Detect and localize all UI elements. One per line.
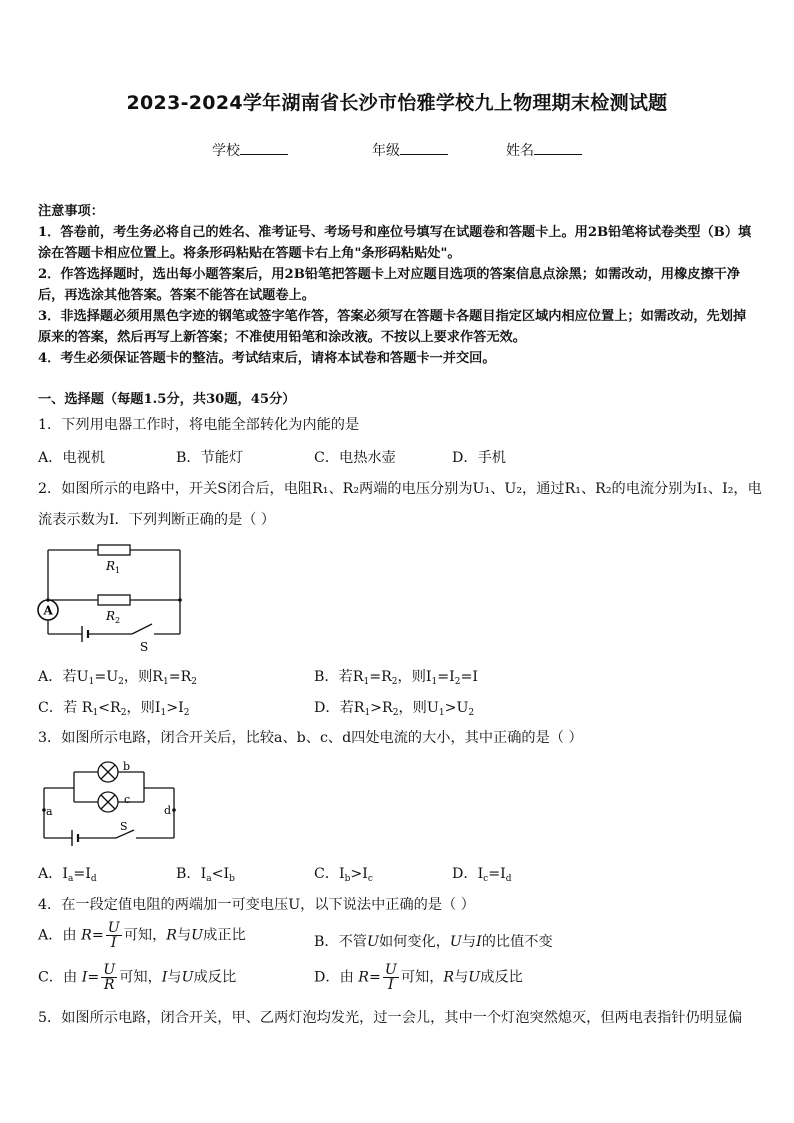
name-field[interactable] (506, 140, 582, 160)
q2-option-a[interactable]: A．若$U_1=U_2$，则$R_1=R_2$ (38, 669, 198, 687)
grade-field[interactable] (372, 140, 448, 160)
q4-option-b[interactable]: B．不管U如何变化，U与I的比值不变 (314, 934, 553, 950)
q2-circuit-diagram (36, 538, 188, 654)
q3-switch-label: S (120, 820, 128, 833)
q2-option-d[interactable]: D．若$R_1>R_2$，则$U_1>U_2$ (314, 700, 475, 718)
notice-item-1: 1．答卷前，考生务必将自己的姓名、准考证号、考场号和座位号填写在试题卷和答题卡上。用2B铅笔将试卷类型（B）填涂在答题卡相应位置上。将条形码粘贴在答题卡右上角"条形码粘贴处"。 (38, 225, 752, 261)
q2-stem-line2: 流表示数为I．下列判断正确的是（ ） (38, 512, 276, 528)
notice-item-4: 4．考生必须保证答题卡的整洁。考试结束后，请将本试卷和答题卡一并交回。 (38, 351, 496, 366)
q3-stem: 3．如图所示电路，闭合开关后，比较a、b、c、d四处电流的大小，其中正确的是（ ） (38, 730, 583, 746)
q3-option-b[interactable]: B．$I_a<I_b$ (176, 866, 235, 884)
q1-option-a[interactable]: A．电视机 (38, 450, 105, 466)
section-heading: 一、选择题（每题1.5分，共30题，45分） (38, 392, 296, 407)
q3-point-b: b (123, 760, 131, 773)
q3-option-a[interactable]: A．$I_a=I_d$ (38, 866, 97, 884)
q4-option-a[interactable]: A．由 R= $\frac{U}{I}$ 可知，R与U成正比 (38, 920, 246, 951)
r2-label: R (106, 609, 116, 623)
r2-subscript: 2 (115, 616, 121, 625)
q5-stem: 5．如图所示电路，闭合开关，甲、乙两灯泡均发光，过一会儿，其中一个灯泡突然熄灭，但两电表指针仍明显偏 (38, 1010, 743, 1026)
q1-option-d[interactable]: D．手机 (452, 450, 506, 466)
q1-option-c[interactable]: C．电热水壶 (314, 450, 396, 466)
q2-option-c[interactable]: C．若 $R_1<R_2$，则$I_1>I_2$ (38, 700, 190, 718)
q4-stem: 4．在一段定值电阻的两端加一可变电压U，以下说法中正确的是（ ） (38, 897, 475, 913)
notice-heading: 注意事项： (38, 204, 104, 219)
ammeter-label: A (43, 603, 53, 618)
q1-stem: 1．下列用电器工作时，将电能全部转化为内能的是 (38, 417, 360, 433)
school-label: 学校 (212, 143, 240, 159)
notice-item-3: 3．非选择题必须用黑色字迹的钢笔或签字笔作答，答案必须写在答题卡各题目指定区域内相应位置上；如需改动，先划掉原来的答案，然后再写上新答案；不准使用铅笔和涂改液。不按以上要求作答无效。 (38, 309, 747, 345)
q3-point-c: c (124, 793, 131, 806)
q3-point-d: d (164, 804, 172, 817)
r1-subscript: 1 (115, 566, 121, 575)
q2-switch-label: S (140, 640, 149, 654)
q4-option-c[interactable]: C．由 I= $\frac{U}{R}$ 可知，I与U成反比 (38, 962, 237, 993)
school-field[interactable] (212, 140, 288, 160)
q2-option-b[interactable]: B．若$R_1=R_2$，则$I_1=I_2=I$ (314, 669, 478, 687)
notice-item-2: 2．作答选择题时，选出每小题答案后，用2B铅笔把答题卡上对应题目选项的答案信息点涂黑；如需改动，用橡皮擦干净后，再选涂其他答案。答案不能答在试题卷上。 (38, 267, 741, 303)
name-label: 姓名 (506, 143, 534, 159)
q2-stem-line1: 2．如图所示的电路中，开关S闭合后，电阻R₁、R₂两端的电压分别为U₁、U₂，通过R₁、R₂的电流分别为I₁、I₂，电 (38, 481, 762, 497)
r1-label: R (106, 559, 116, 573)
q3-option-d[interactable]: D．$I_c=I_d$ (452, 866, 512, 884)
q3-point-a: a (46, 805, 53, 818)
q4-option-d[interactable]: D．由 R= $\frac{U}{I}$ 可知，R与U成反比 (314, 962, 523, 993)
grade-label: 年级 (372, 143, 400, 159)
page-title: 2023-2024学年湖南省长沙市怡雅学校九上物理期末检测试题 (126, 92, 668, 114)
q3-option-c[interactable]: C．$I_b>I_c$ (314, 866, 373, 884)
q3-circuit-diagram (36, 758, 182, 850)
q1-option-b[interactable]: B．节能灯 (176, 450, 244, 466)
